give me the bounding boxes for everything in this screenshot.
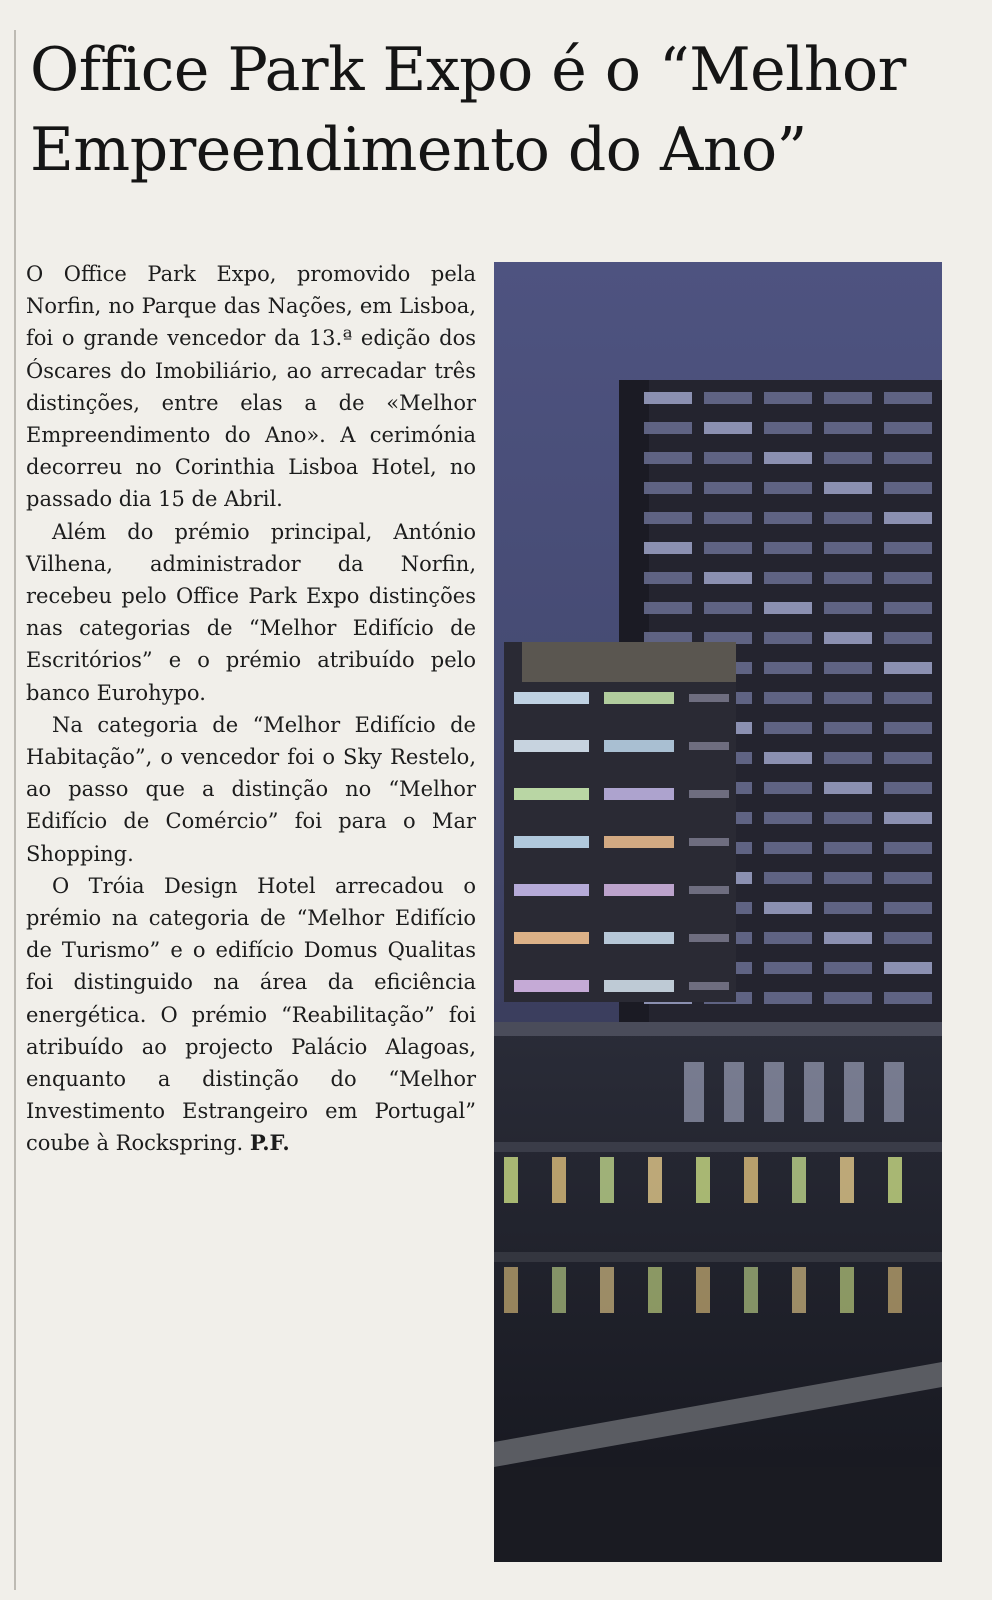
window [724,1062,744,1122]
window [514,836,589,848]
window [884,782,932,794]
window [824,632,872,644]
window [764,1062,784,1122]
window [689,886,729,894]
window [696,1157,710,1203]
window [604,980,674,992]
window [884,992,932,1004]
window [764,932,812,944]
window [824,752,872,764]
article-paragraph: Além do prémio principal, António Vilhena, administrador da Norfin, recebeu pelo Office Park Expo distinções nas categorias de “Melhor Edifício de Escritórios” e o prémio atribuído pelo banco Eurohypo. [26,519,476,705]
window [764,662,812,674]
window [696,1267,710,1313]
window [840,1267,854,1313]
floor-slab [494,1142,942,1152]
article-paragraph-last [26,870,476,1160]
window [514,740,589,752]
window [648,1157,662,1203]
window [824,392,872,404]
author-signature: P.F. [249,1130,290,1156]
window [884,512,932,524]
window [792,1267,806,1313]
window [764,992,812,1004]
window [764,962,812,974]
window [764,542,812,554]
window [884,842,932,854]
window [884,662,932,674]
window [644,392,692,404]
window [884,602,932,614]
window [600,1267,614,1313]
article-headline [30,30,970,190]
window [644,512,692,524]
window [824,992,872,1004]
window [764,812,812,824]
window [764,752,812,764]
window [604,740,674,752]
window [704,572,752,584]
window [704,452,752,464]
window [884,692,932,704]
article-paragraph-text: O Tróia Design Hotel arrecadou o prémio na categoria de “Melhor Edifício de Turismo” e o edifício Domus Qualitas foi distinguido na área da eficiência energética. O prémio “Reabilitação” foi atribuído ao projecto Palácio Alagoas, enquanto a distinção do “Melhor Investimento Estrangeiro em Portugal” coube à Rockspring. [26,873,476,1156]
window [514,980,589,992]
window [704,542,752,554]
window [824,932,872,944]
window [689,790,729,798]
window [764,842,812,854]
window [824,512,872,524]
night-building-photo [494,262,942,1562]
window [764,392,812,404]
window [604,884,674,896]
window [644,482,692,494]
window [644,542,692,554]
window [604,932,674,944]
window [514,932,589,944]
window [884,872,932,884]
window [504,1157,518,1203]
window [764,422,812,434]
roof-edge [494,1022,942,1036]
window [764,902,812,914]
window [644,452,692,464]
window [704,392,752,404]
window [764,872,812,884]
window [684,1062,704,1122]
window [514,692,589,704]
mid-building-roof [522,642,736,682]
window [764,632,812,644]
window [704,482,752,494]
window [824,572,872,584]
window [704,422,752,434]
window [884,932,932,944]
window [884,422,932,434]
window [744,1157,758,1203]
window [600,1157,614,1203]
window [884,962,932,974]
window [824,872,872,884]
window [704,602,752,614]
headline-line-1: Office Park Expo é o “Melhor [30,35,906,105]
window [804,1062,824,1122]
window [504,1267,518,1313]
window [824,962,872,974]
window [792,1157,806,1203]
window [844,1062,864,1122]
window [884,452,932,464]
window [824,602,872,614]
window [824,722,872,734]
window [824,662,872,674]
window [884,542,932,554]
window [552,1267,566,1313]
window [604,788,674,800]
window [824,692,872,704]
window [604,836,674,848]
window [744,1267,758,1313]
window [689,694,729,702]
window [884,902,932,914]
window [764,572,812,584]
window [704,512,752,524]
window [888,1157,902,1203]
window [824,482,872,494]
window [824,812,872,824]
window [824,902,872,914]
window [644,572,692,584]
article-body [26,258,476,1160]
window [689,838,729,846]
floor-slab [494,1252,942,1262]
article-paragraph: Na categoria de “Melhor Edifício de Habitação”, o vencedor foi o Sky Restelo, ao passo que a distinção no “Melhor Edifício de Comércio” foi para o Mar Shopping. [26,712,476,866]
window [764,452,812,464]
window [644,602,692,614]
window [824,542,872,554]
window [764,692,812,704]
window [824,782,872,794]
article-paragraph: O Office Park Expo, promovido pela Norfin, no Parque das Nações, em Lisboa, foi o grande vencedor da 13.ª edição dos Óscares do Imobiliário, ao arrecadar três distinções, entre elas a de «Melhor Empreendimento do Ano». A cerimónia decorreu no Corinthia Lisboa Hotel, no passado dia 15 de Abril. [26,262,476,512]
window [514,788,589,800]
window [689,742,729,750]
window [552,1157,566,1203]
window [824,422,872,434]
window [888,1267,902,1313]
window [764,782,812,794]
window [884,482,932,494]
window [840,1157,854,1203]
window [764,512,812,524]
window [648,1267,662,1313]
window [689,982,729,990]
window [884,392,932,404]
window [884,1062,904,1122]
building-illustration [494,262,942,1562]
window [824,842,872,854]
window [884,572,932,584]
foreground [494,1467,942,1562]
window [514,884,589,896]
window [644,422,692,434]
window [884,722,932,734]
window [764,602,812,614]
headline-line-2: Empreendimento do Ano” [30,115,807,185]
window [884,752,932,764]
window [824,452,872,464]
window [764,482,812,494]
window [884,812,932,824]
window [604,692,674,704]
column-rule [14,30,16,1590]
window [884,632,932,644]
window [764,722,812,734]
window [689,934,729,942]
